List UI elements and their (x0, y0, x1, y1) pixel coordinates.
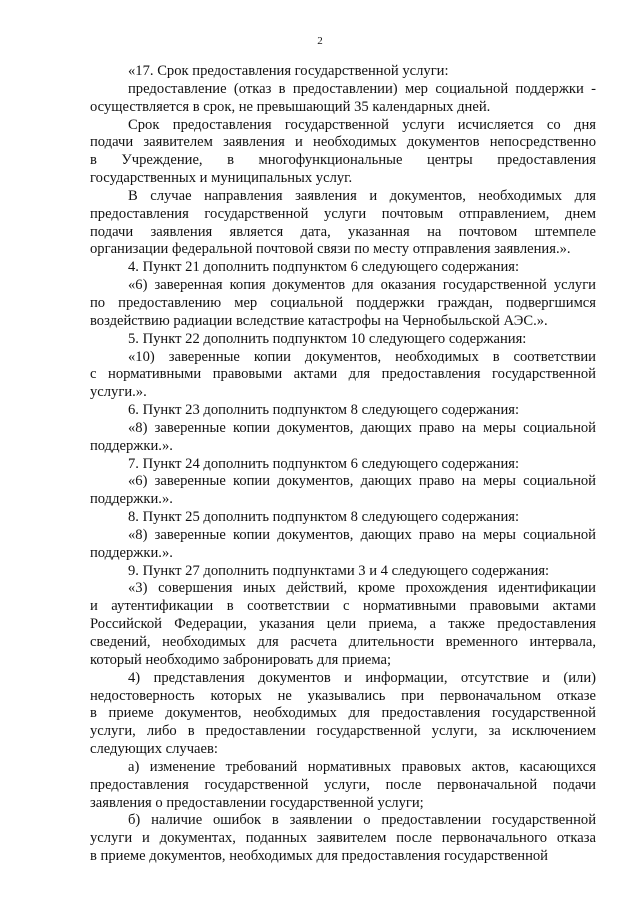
text-line: Российской Федерации, указания цели приема, а также предоставления (90, 616, 596, 633)
text-line: в приеме документов, необходимых для предоставления государственной (90, 848, 548, 865)
paragraph (90, 527, 596, 563)
text-line: б) наличие ошибок в заявлении о предоставлении государственной (128, 812, 596, 829)
page-number: 2 (317, 35, 323, 47)
text-line: 8. Пункт 25 дополнить подпунктом 8 следующего содержания: (128, 509, 520, 526)
text-line: 6. Пункт 23 дополнить подпунктом 8 следующего содержания: (128, 402, 520, 419)
text-line: 9. Пункт 27 дополнить подпунктами 3 и 4 следующего содержания: (128, 562, 550, 579)
paragraph (90, 117, 596, 188)
text-line: услуги и документах, поданных заявителем после первоначального отказа (90, 830, 596, 847)
text-line: подачи заявителем заявления и необходимых документов непосредственно (90, 134, 596, 151)
text-line: В случае направления заявления и документов, необходимых для (128, 187, 596, 204)
text-line: в Учреждение, в многофункциональные центры предоставления (90, 152, 596, 169)
text-line: 4) представления документов и информации, отсутствие и (или) (128, 669, 596, 686)
text-line: «6) заверенные копии документов, дающих право на меры социальной (128, 473, 596, 490)
paragraph (90, 402, 596, 420)
text-line: сведений, необходимых для расчета длительности временного интервала, (90, 634, 596, 650)
text-line: услуги, либо в предоставлении государственной услуги, за исключением (90, 723, 596, 740)
text-line: осуществляется в срок, не превышающий 35 календарных дней. (90, 98, 491, 115)
text-line: заявления о предоставлении государственной услуги; (90, 794, 424, 811)
paragraph (90, 812, 596, 866)
paragraph (90, 259, 596, 277)
text-line: поддержки.». (90, 437, 173, 454)
paragraph (90, 63, 596, 81)
text-line: услуги.». (90, 384, 147, 401)
paragraph (90, 580, 596, 669)
text-line: «6) заверенная копия документов для оказания государственной услуги (128, 277, 596, 294)
text-line: 4. Пункт 21 дополнить подпунктом 6 следующего содержания: (128, 259, 520, 276)
text-line: 7. Пункт 24 дополнить подпунктом 6 следующего содержания: (128, 455, 520, 472)
text-line: «17. Срок предоставления государственной услуги: (128, 63, 449, 79)
text-line: предоставления государственной услуги почтовым отправлением, днем (90, 205, 596, 222)
text-line: с нормативными правовыми актами для предоставления государственной (90, 366, 596, 383)
paragraph (90, 563, 596, 581)
text-line: организации федеральной почтовой связи по месту отправления заявления.». (90, 241, 571, 258)
paragraph (90, 349, 596, 403)
text-line: и аутентификации в соответствии с нормативными правовыми актами (90, 598, 596, 615)
paragraph (90, 759, 596, 813)
text-line: воздействию радиации вследствие катастрофы на Чернобыльской АЭС.». (90, 312, 548, 329)
text-line: поддержки.». (90, 544, 173, 561)
text-line: подачи заявления является дата, указанная на почтовом штемпеле (90, 223, 596, 240)
text-line: «8) заверенные копии документов, дающих право на меры социальной (128, 526, 596, 543)
text-line: предоставление (отказ в предоставлении) мер социальной поддержки - (128, 80, 596, 97)
paragraph (90, 331, 596, 349)
paragraph (90, 670, 596, 759)
paragraph (90, 81, 596, 117)
text-line: 5. Пункт 22 дополнить подпунктом 10 следующего содержания: (128, 330, 527, 347)
paragraph (90, 188, 596, 259)
text-line: недостоверность которых не указывались при первоначальном отказе (90, 687, 596, 704)
text-line: Срок предоставления государственной услуги исчисляется со дня (128, 116, 596, 133)
text-line: по предоставлению мер социальной поддержки граждан, подвергшимся (90, 294, 596, 311)
document-body (90, 63, 596, 866)
paragraph (90, 420, 596, 456)
paragraph (90, 456, 596, 474)
paragraph (90, 473, 596, 509)
text-line: государственных и муниципальных услуг. (90, 170, 353, 187)
text-line: в приеме документов, необходимых для предоставления государственной (90, 705, 596, 722)
text-line: «10) заверенные копии документов, необходимых в соответствии (128, 348, 596, 365)
text-line: поддержки.». (90, 491, 173, 508)
text-line: следующих случаев: (90, 741, 218, 758)
paragraph (90, 509, 596, 527)
text-line: «8) заверенные копии документов, дающих право на меры социальной (128, 419, 596, 436)
text-line: предоставления государственной услуги, после первоначальной подачи (90, 776, 596, 793)
text-line: «3) совершения иных действий, кроме прохождения идентификации (128, 580, 596, 597)
text-line: который необходимо забронировать для приема; (90, 651, 392, 668)
text-line: а) изменение требований нормативных правовых актов, касающихся (128, 758, 596, 775)
paragraph (90, 277, 596, 331)
